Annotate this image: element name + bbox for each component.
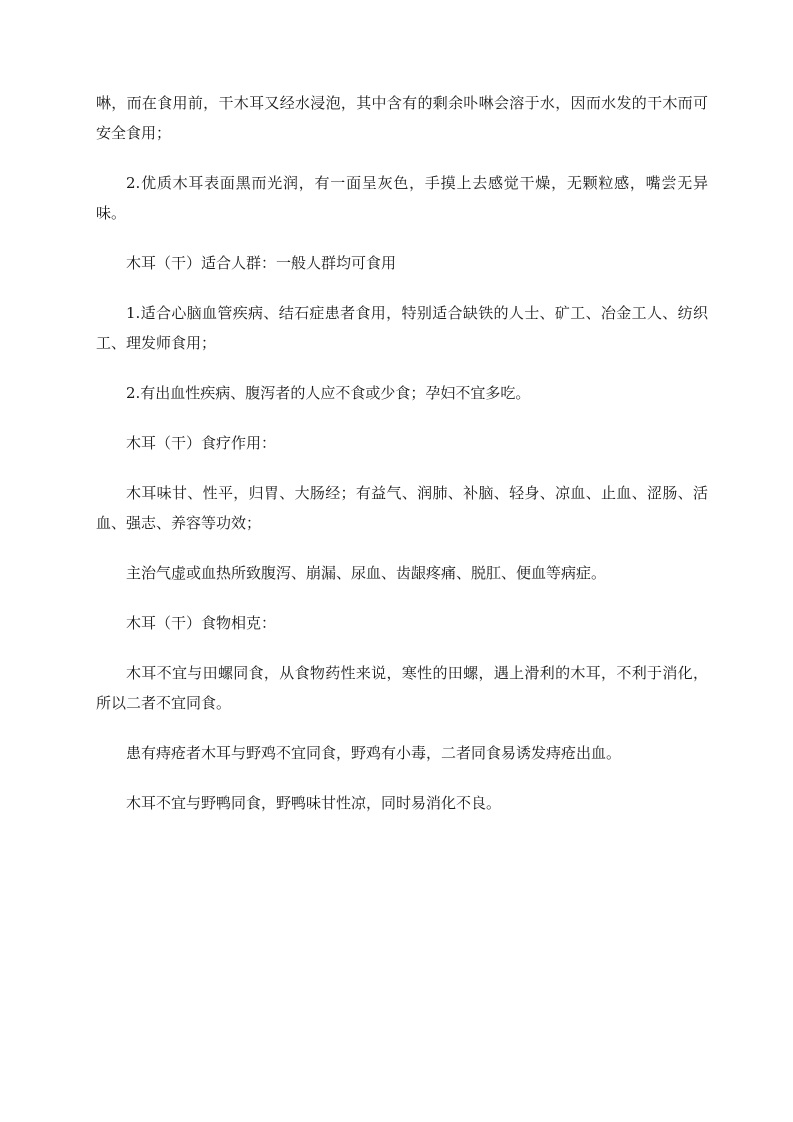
- paragraph-incompatibility-2: 患有痔疮者木耳与野鸡不宜同食，野鸡有小毒，二者同食易诱发痔疮出血。: [126, 744, 622, 762]
- heading-therapeutic-effects: 木耳（干）食疗作用：: [126, 434, 277, 452]
- paragraph-continuation: 啉，而在食用前，干木耳又经水浸泡，其中含有的剩余卟啉会溶于水，因而水发的干木而可安全食用；: [96, 94, 708, 142]
- paragraph-quality-tip: 2.优质木耳表面黑而光润，有一面呈灰色，手摸上去感觉干燥，无颗粒感，嘴尝无异味。: [96, 174, 708, 222]
- paragraph-effects-1: 木耳味甘、性平，归胃、大肠经；有益气、润肺、补脑、轻身、凉血、止血、涩肠、活血、强志、养容等功效；: [96, 484, 708, 532]
- heading-food-incompatibility: 木耳（干）食物相克：: [126, 614, 277, 632]
- paragraph-suitable-2: 2.有出血性疾病、腹泻者的人应不食或少食；孕妇不宜多吃。: [126, 384, 531, 402]
- document-body: [96, 88, 708, 838]
- paragraph-incompatibility-1: 木耳不宜与田螺同食，从食物药性来说，寒性的田螺，遇上滑利的木耳，不利于消化，所以二者不宜同食。: [96, 664, 708, 712]
- heading-suitable-people: 木耳（干）适合人群：一般人群均可食用: [126, 254, 397, 272]
- paragraph-effects-2: 主治气虚或血热所致腹泻、崩漏、尿血、齿龈疼痛、脱肛、便血等病症。: [126, 564, 607, 582]
- paragraph-suitable-1: 1.适合心脑血管疾病、结石症患者食用，特别适合缺铁的人士、矿工、冶金工人、纺织工、理发师食用；: [96, 304, 708, 352]
- paragraph-incompatibility-3: 木耳不宜与野鸭同食，野鸭味甘性凉，同时易消化不良。: [126, 794, 502, 812]
